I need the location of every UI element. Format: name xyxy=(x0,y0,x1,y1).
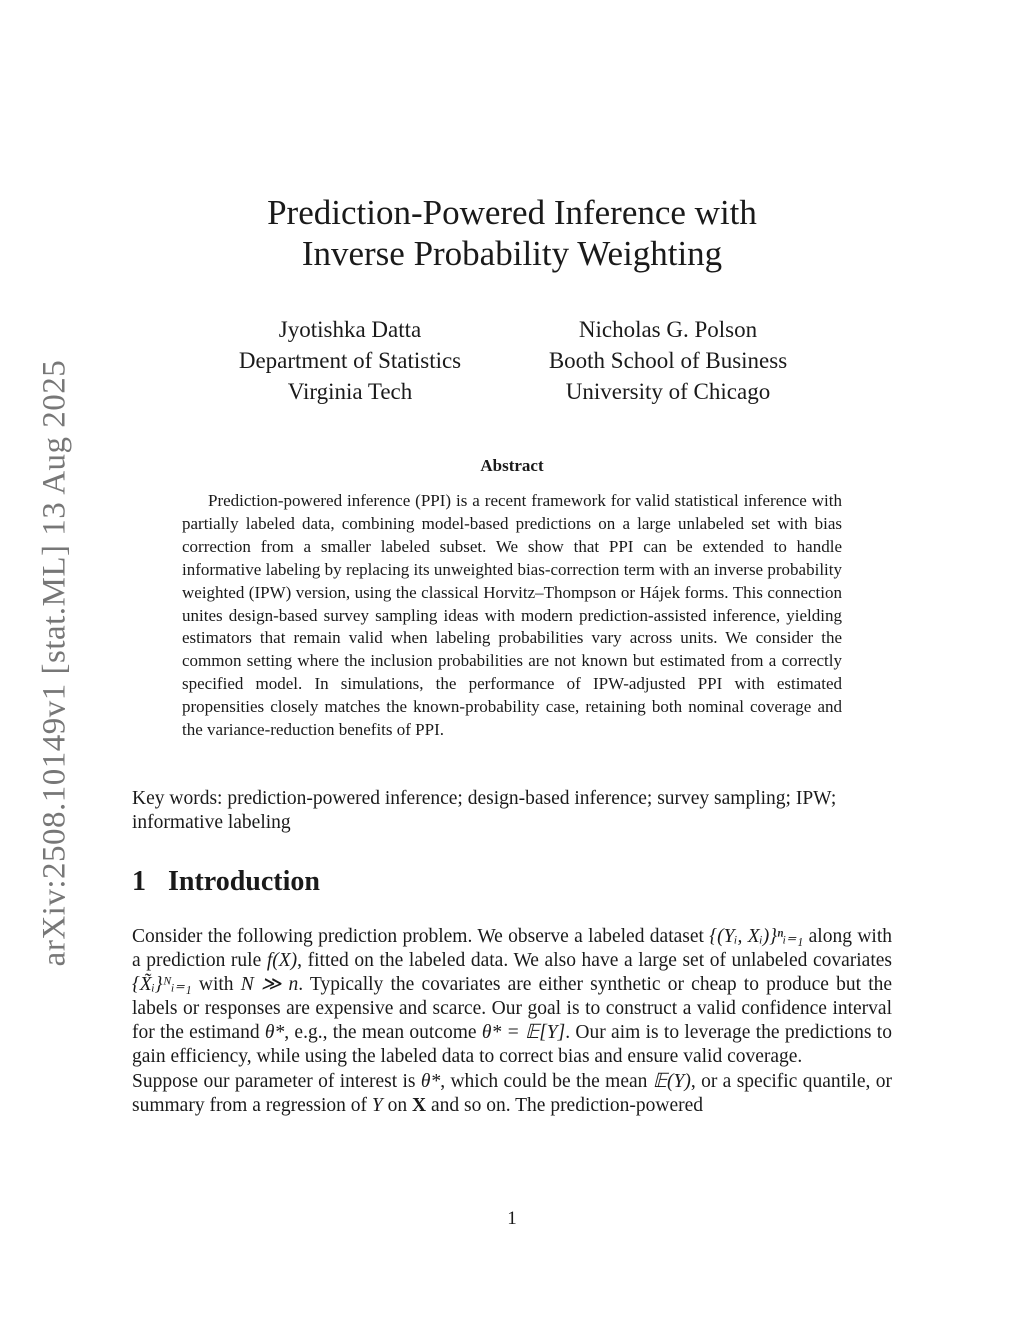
text-run: Consider the following prediction problem. We observe a labeled dataset xyxy=(132,926,710,947)
math-bold-x: X xyxy=(412,1094,427,1116)
author-name: Nicholas G. Polson xyxy=(578,317,758,342)
section-title: Introduction xyxy=(168,866,320,897)
text-run: , e.g., the mean outcome xyxy=(284,1022,482,1044)
math-theta-expectation: θ* = 𝔼[Y] xyxy=(481,1022,566,1044)
text-run: on xyxy=(382,1094,413,1116)
math-unlabeled-covariates: {X̃ᵢ}ᴺᵢ₌₁ xyxy=(132,974,192,996)
text-run: along with a prediction rule xyxy=(132,926,892,972)
text-run: . Typically the covariates are either synthetic or cheap to produce but the labels or responses are expensive and scarce. Our goal is to construct a valid confidence interval for the estimand xyxy=(132,974,893,1044)
text-run: , which could be the mean xyxy=(440,1070,653,1092)
math-mean: 𝔼(Y) xyxy=(652,1070,691,1092)
text-run: Suppose our parameter of interest is xyxy=(132,1070,421,1092)
math-theta: θ* xyxy=(420,1070,441,1092)
author-department: Department of Statistics xyxy=(238,348,462,373)
math-dataset: {(Yᵢ, Xᵢ)}ⁿᵢ₌₁ xyxy=(709,926,804,947)
arxiv-identifier-stamp: arXiv:2508.10149v1 [stat.ML] 13 Aug 2025 xyxy=(36,359,73,967)
author-institution: University of Chicago xyxy=(565,379,771,404)
abstract-heading: Abstract xyxy=(480,456,544,475)
text-run: with xyxy=(191,974,241,996)
text-run: . Our aim is to leverage the predictions to gain efficiency, while using the labeled data to correct bias and ensure valid coverage. xyxy=(132,1022,892,1068)
intro-paragraph-1 xyxy=(132,925,892,1070)
author-block-2 xyxy=(518,314,818,407)
author-name: Jyotishka Datta xyxy=(278,317,422,342)
text-run: and so on. The prediction-powered xyxy=(426,1094,704,1116)
title-line-1: Prediction-Powered Inference with xyxy=(267,193,757,232)
author-institution: Virginia Tech xyxy=(287,379,413,404)
section-number: 1 xyxy=(132,866,146,897)
text-run: , fitted on the labeled data. We also have a large set of unlabeled covariates xyxy=(297,950,893,972)
math-y: Y xyxy=(371,1094,383,1116)
author-block-1 xyxy=(200,314,500,407)
intro-paragraph-2 xyxy=(132,1070,892,1118)
author-department: Booth School of Business xyxy=(548,348,788,373)
paper-title xyxy=(0,192,1024,274)
page-number: 1 xyxy=(507,1208,517,1229)
introduction-body xyxy=(132,925,892,1118)
abstract-body: Prediction-powered inference (PPI) is a recent framework for valid statistical inference with partially labeled data, combining model-based predictions on a large unlabeled set with bias correction from a smaller labeled subset. We show that PPI can be extended to handle informative labeling by replacing its unweighted bias-correction term with an inverse probability weighted (IPW) version, using the classical Horvitz–Thompson or Hájek forms. This connection unites design-based survey sampling ideas with modern prediction-assisted inference, yielding estimators that remain valid when labeling probabilities vary across units. We consider the common setting where the inclusion probabilities are not known but estimated from a correctly specified model. In simulations, the performance of IPW-adjusted PPI with estimated propensities closely matches the known-probability case, retaining both nominal coverage and the variance-reduction benefits of PPI. xyxy=(182,491,842,740)
math-theta: θ* xyxy=(264,1022,285,1044)
text-run: , or a specific quantile, or summary from a regression of xyxy=(132,1070,893,1116)
title-line-2: Inverse Probability Weighting xyxy=(301,234,723,273)
keywords: Key words: prediction-powered inference; design-based inference; survey sampling; IPW; informative labeling xyxy=(132,788,837,833)
math-prediction-rule: f(X) xyxy=(266,950,298,972)
math-inequality: N ≫ n xyxy=(240,974,299,996)
section-heading xyxy=(132,866,320,898)
